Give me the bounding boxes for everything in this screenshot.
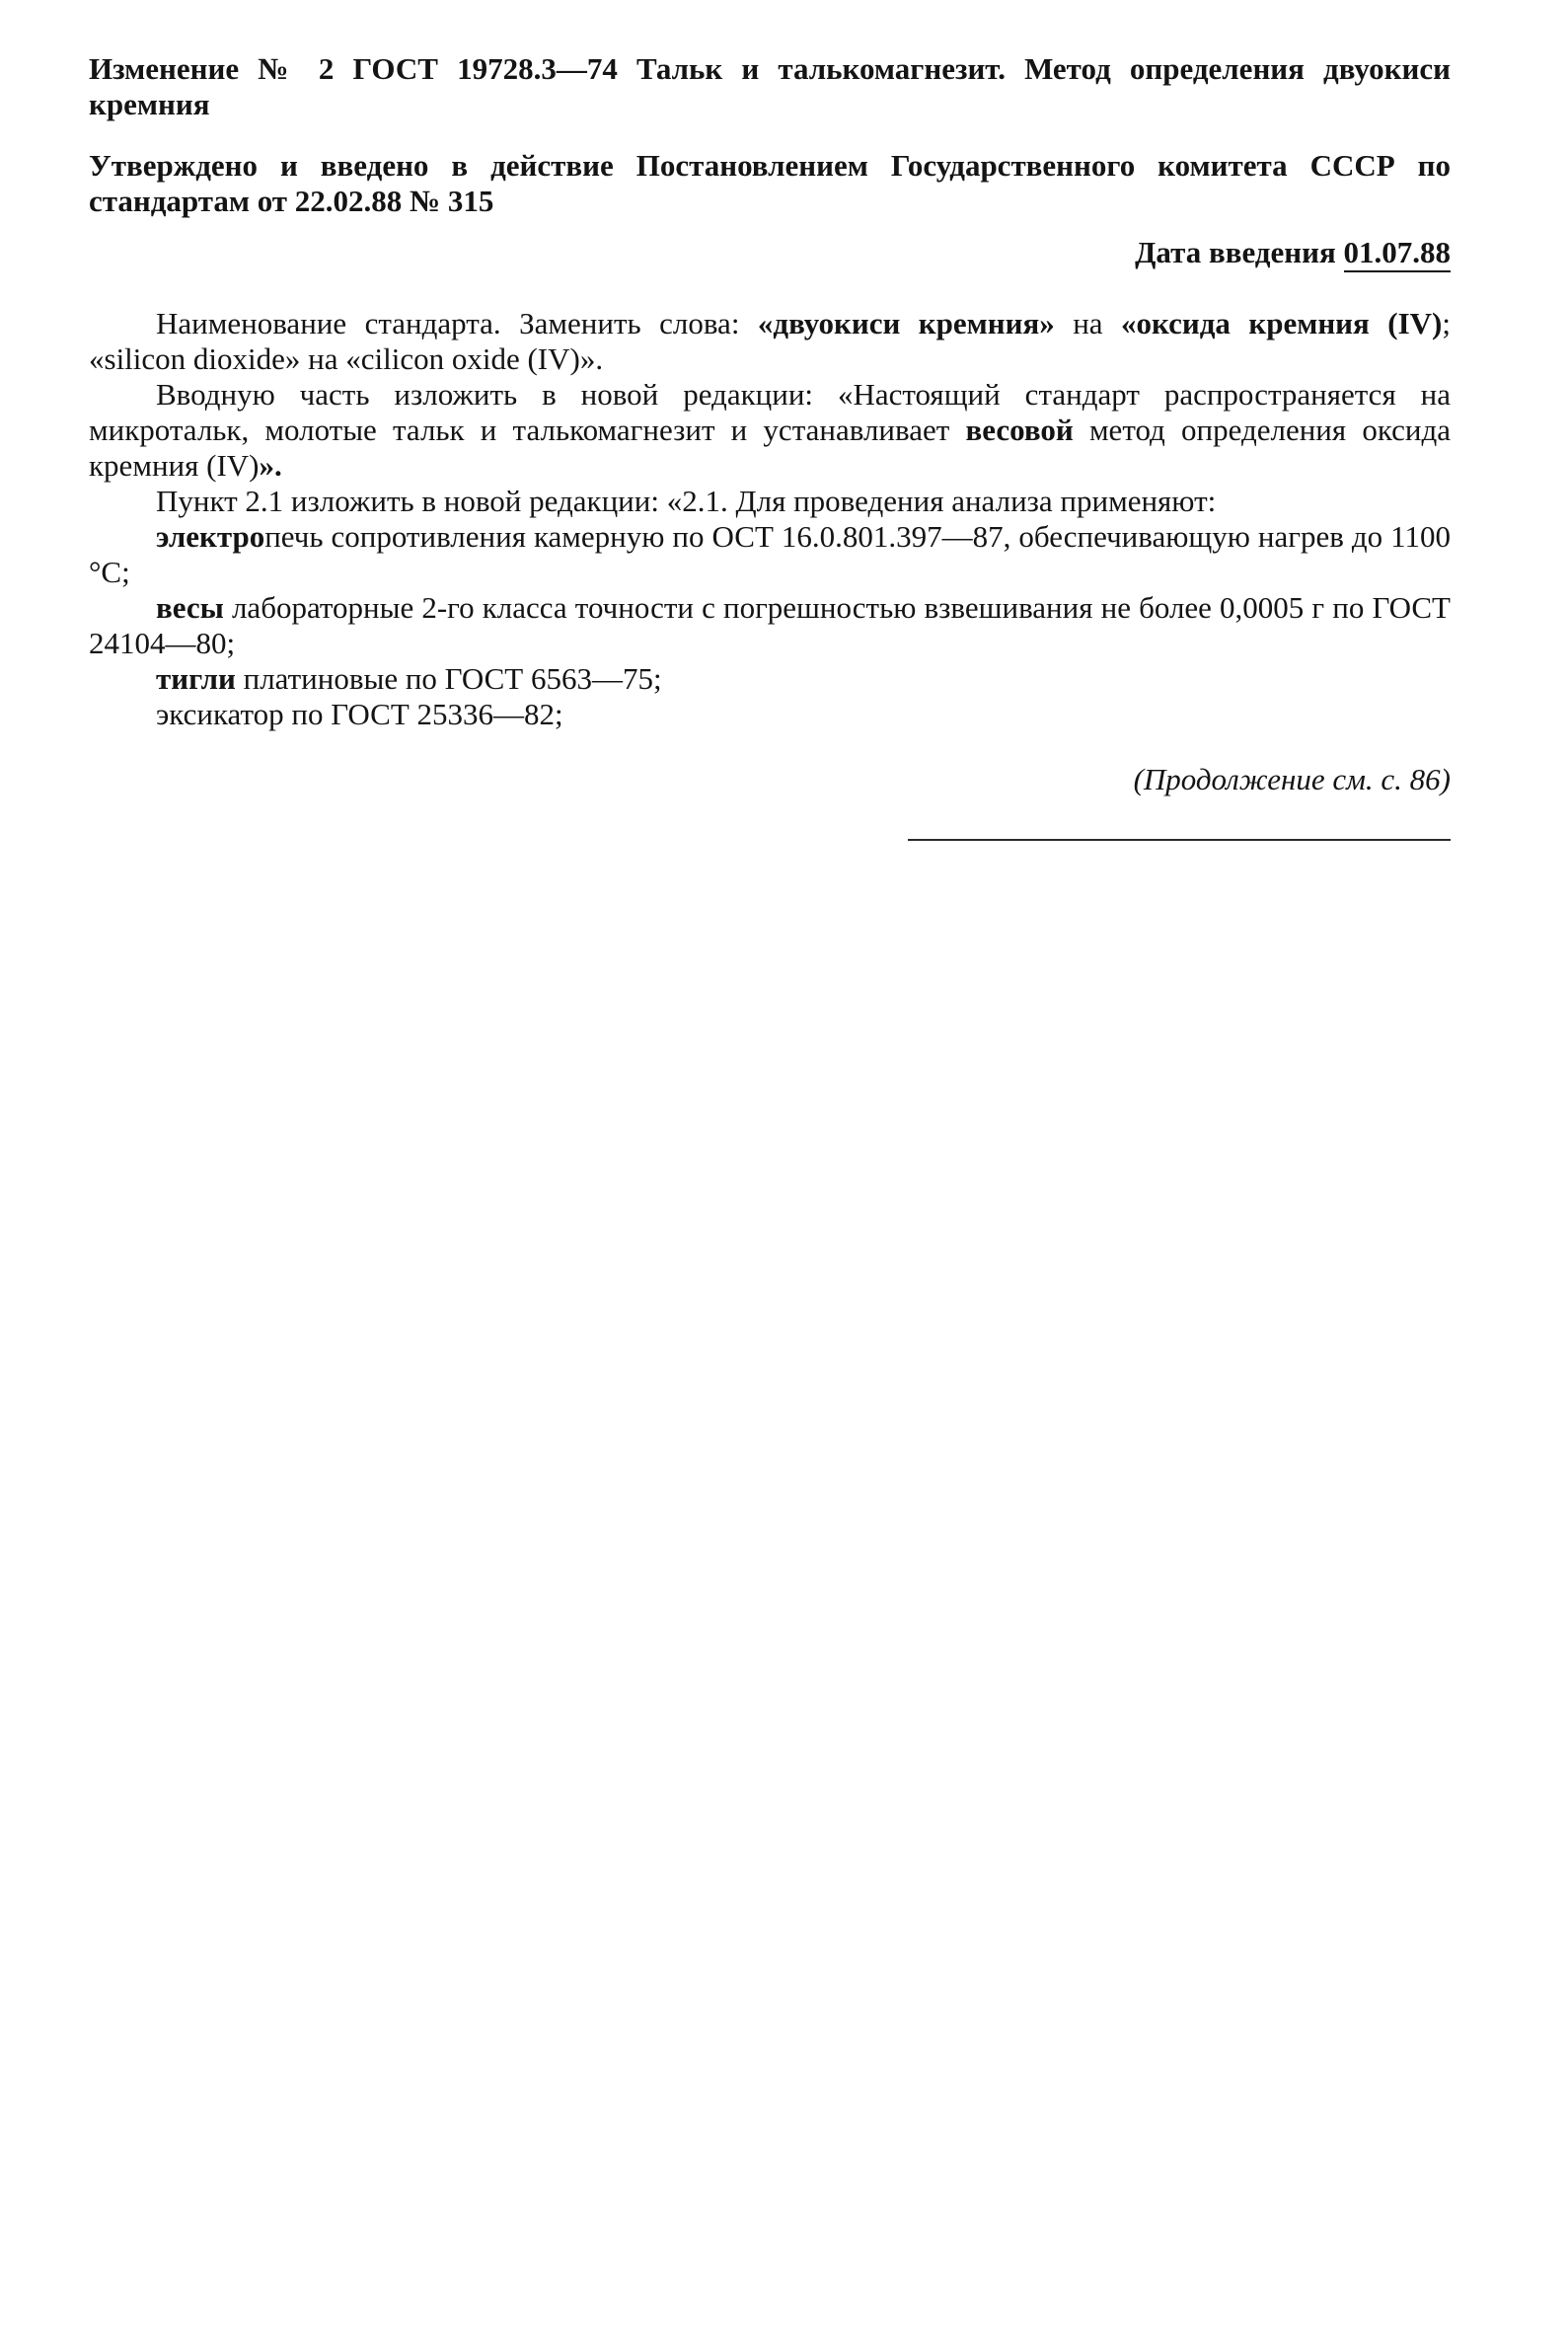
- effective-date-label: Дата введения: [1135, 235, 1344, 269]
- effective-date: [89, 235, 1451, 270]
- p1-text-1: Наименование стандарта. Заменить слова:: [156, 306, 758, 340]
- scales-bold: весы: [156, 590, 224, 625]
- p3-text-1: Пункт 2.1 изложить в новой редакции: «2.1. Для проведения анализа применяют:: [156, 484, 1217, 518]
- document-page: [89, 51, 1451, 797]
- furnace-bold: электро: [156, 519, 265, 554]
- p1-text-3: ; «silicon dioxide» на «cilicon oxide (IV)».: [89, 306, 1451, 376]
- furnace-text: печь сопротивления камерную по ОСТ 16.0.801.397—87, обеспечивающую нагрев до 1100 °С;: [89, 519, 1451, 589]
- desiccator-text: эксикатор по ГОСТ 25336—82;: [156, 697, 563, 731]
- crucibles-text: платиновые по ГОСТ 6563—75;: [235, 661, 662, 696]
- p2-text-1: Вводную часть изложить в новой редакции: «Настоящий стандарт распространяется на микротальк, молотые тальк и талькомагнезит и устанавливает: [89, 377, 1451, 447]
- p1-text-2: на: [1054, 306, 1121, 340]
- paragraph-intro-change: [89, 377, 1451, 484]
- amendment-body: [89, 306, 1451, 732]
- list-item-desiccator: [89, 697, 1451, 732]
- p1-bold-1: «двуокиси кремния»: [757, 306, 1055, 340]
- p2-bold-1: весовой: [965, 413, 1074, 447]
- scales-text: лабораторные 2-го класса точности с погрешностью взвешивания не более 0,0005 г по ГОСТ 24104—80;: [89, 590, 1451, 660]
- list-item-crucibles: [89, 661, 1451, 697]
- effective-date-value: 01.07.88: [1344, 235, 1452, 272]
- amendment-title: Изменение № 2 ГОСТ 19728.3—74 Тальк и талькомагнезит. Метод определения двуокиси кремния: [89, 51, 1451, 121]
- p1-bold-2: «оксида кремния (IV): [1121, 306, 1443, 340]
- approval-statement: Утверждено и введено в действие Постановлением Государственного комитета СССР по стандартам от 22.02.88 № 315: [89, 148, 1451, 218]
- list-item-scales: [89, 590, 1451, 661]
- list-item-furnace: [89, 519, 1451, 590]
- footer-divider: [908, 839, 1451, 841]
- crucibles-bold: тигли: [156, 661, 236, 696]
- p2-text-2: метод определения оксида кремния (IV): [89, 413, 1451, 483]
- paragraph-clause-2-1: [89, 484, 1451, 519]
- continuation-note: (Продолжение см. с. 86): [1133, 762, 1451, 796]
- paragraph-title-change: [89, 306, 1451, 377]
- p2-bold-2: ».: [259, 448, 282, 483]
